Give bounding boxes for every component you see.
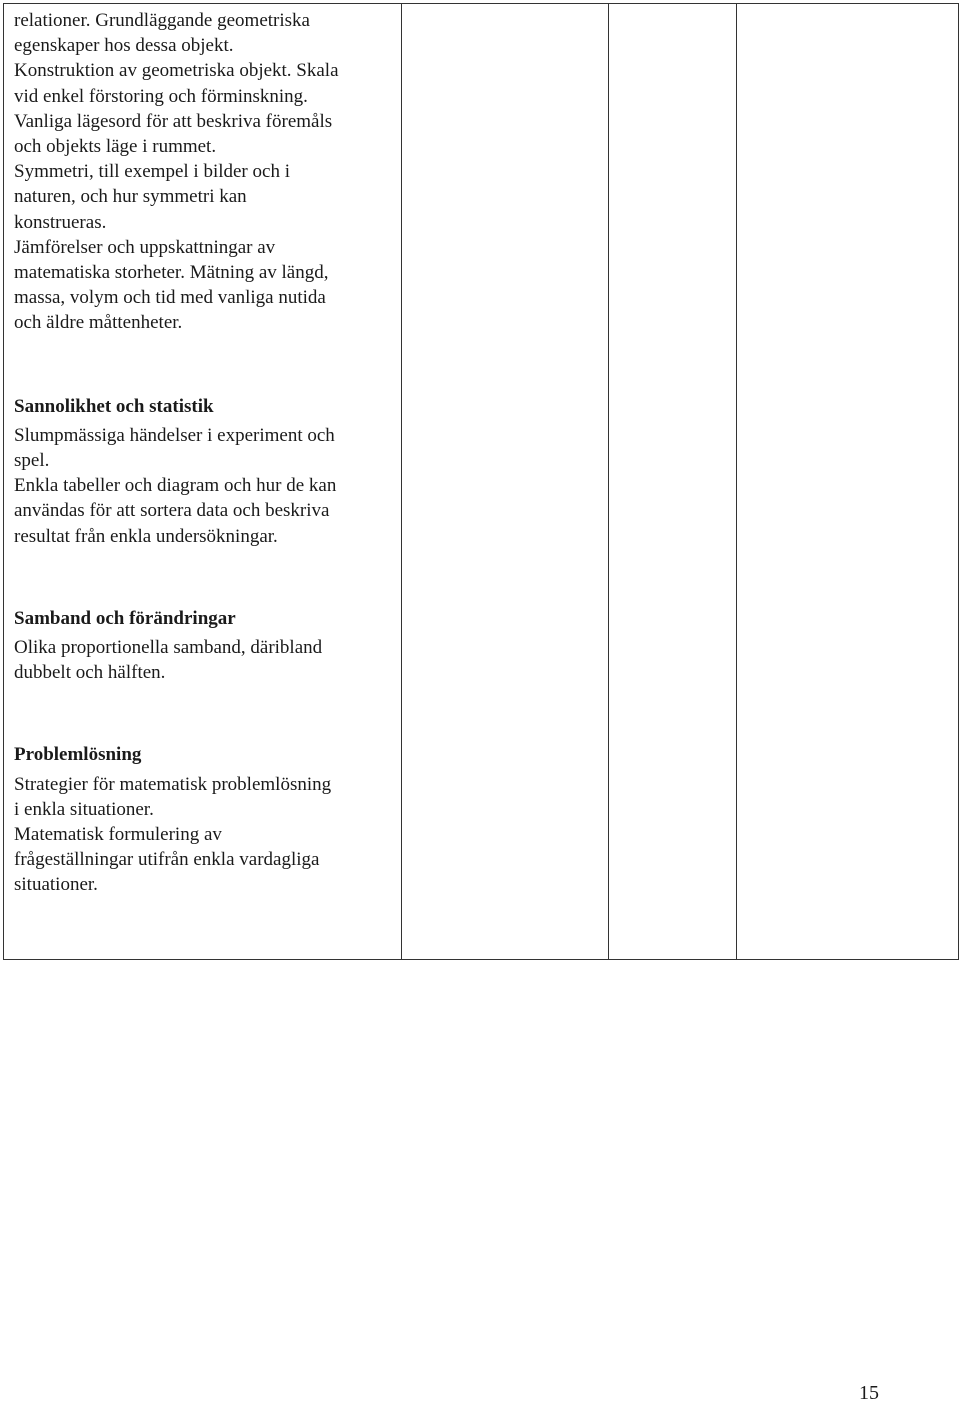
empty-cell-2 bbox=[402, 4, 609, 960]
section-line: situationer. bbox=[14, 874, 98, 896]
section-heading: Samband och förändringar bbox=[14, 607, 236, 629]
section-line: Matematisk formulering av bbox=[14, 824, 222, 846]
intro-line: och objekts läge i rummet. bbox=[14, 136, 217, 158]
intro-line: Jämförelser och uppskattningar av bbox=[14, 236, 276, 258]
section-line: resultat från enkla undersökningar. bbox=[14, 525, 278, 547]
table-row bbox=[4, 4, 959, 960]
probability-section bbox=[14, 394, 395, 549]
section-heading: Sannolikhet och statistik bbox=[14, 395, 214, 417]
intro-line: konstrueras. bbox=[14, 211, 107, 233]
problem-solving-section bbox=[14, 742, 395, 897]
intro-line: naturen, och hur symmetri kan bbox=[14, 186, 247, 208]
intro-line: matematiska storheter. Mätning av längd, bbox=[14, 262, 329, 284]
empty-cell-3 bbox=[608, 4, 736, 960]
intro-line: massa, volym och tid med vanliga nutida bbox=[14, 287, 326, 309]
intro-section bbox=[14, 8, 395, 336]
intro-line: relationer. Grundläggande geometriska bbox=[14, 10, 310, 31]
content-cell bbox=[4, 4, 402, 960]
intro-line: egenskaper hos dessa objekt. bbox=[14, 35, 234, 57]
section-line: Slumpmässiga händelser i experiment och bbox=[14, 424, 335, 446]
intro-line: Symmetri, till exempel i bilder och i bbox=[14, 161, 290, 183]
intro-line: vid enkel förstoring och förminskning. bbox=[14, 85, 308, 107]
empty-cell-4 bbox=[737, 4, 959, 960]
section-line: Strategier för matematisk problemlösning bbox=[14, 773, 332, 795]
section-line: Enkla tabeller och diagram och hur de kan bbox=[14, 475, 337, 497]
section-line: dubbelt och hälften. bbox=[14, 662, 166, 684]
page-number: 15 bbox=[859, 1382, 879, 1404]
intro-line: och äldre måttenheter. bbox=[14, 312, 183, 334]
curriculum-table bbox=[3, 3, 959, 960]
section-line: Olika proportionella samband, däribland bbox=[14, 637, 323, 659]
intro-line: Vanliga lägesord för att beskriva föremåls bbox=[14, 110, 333, 132]
section-line: i enkla situationer. bbox=[14, 798, 154, 820]
intro-line: Konstruktion av geometriska objekt. Skala bbox=[14, 60, 339, 82]
section-line: spel. bbox=[14, 450, 50, 472]
section-line: användas för att sortera data och beskriva bbox=[14, 500, 330, 522]
section-line: frågeställningar utifrån enkla vardagliga bbox=[14, 849, 320, 871]
relations-section bbox=[14, 606, 395, 686]
section-heading: Problemlösning bbox=[14, 744, 142, 766]
